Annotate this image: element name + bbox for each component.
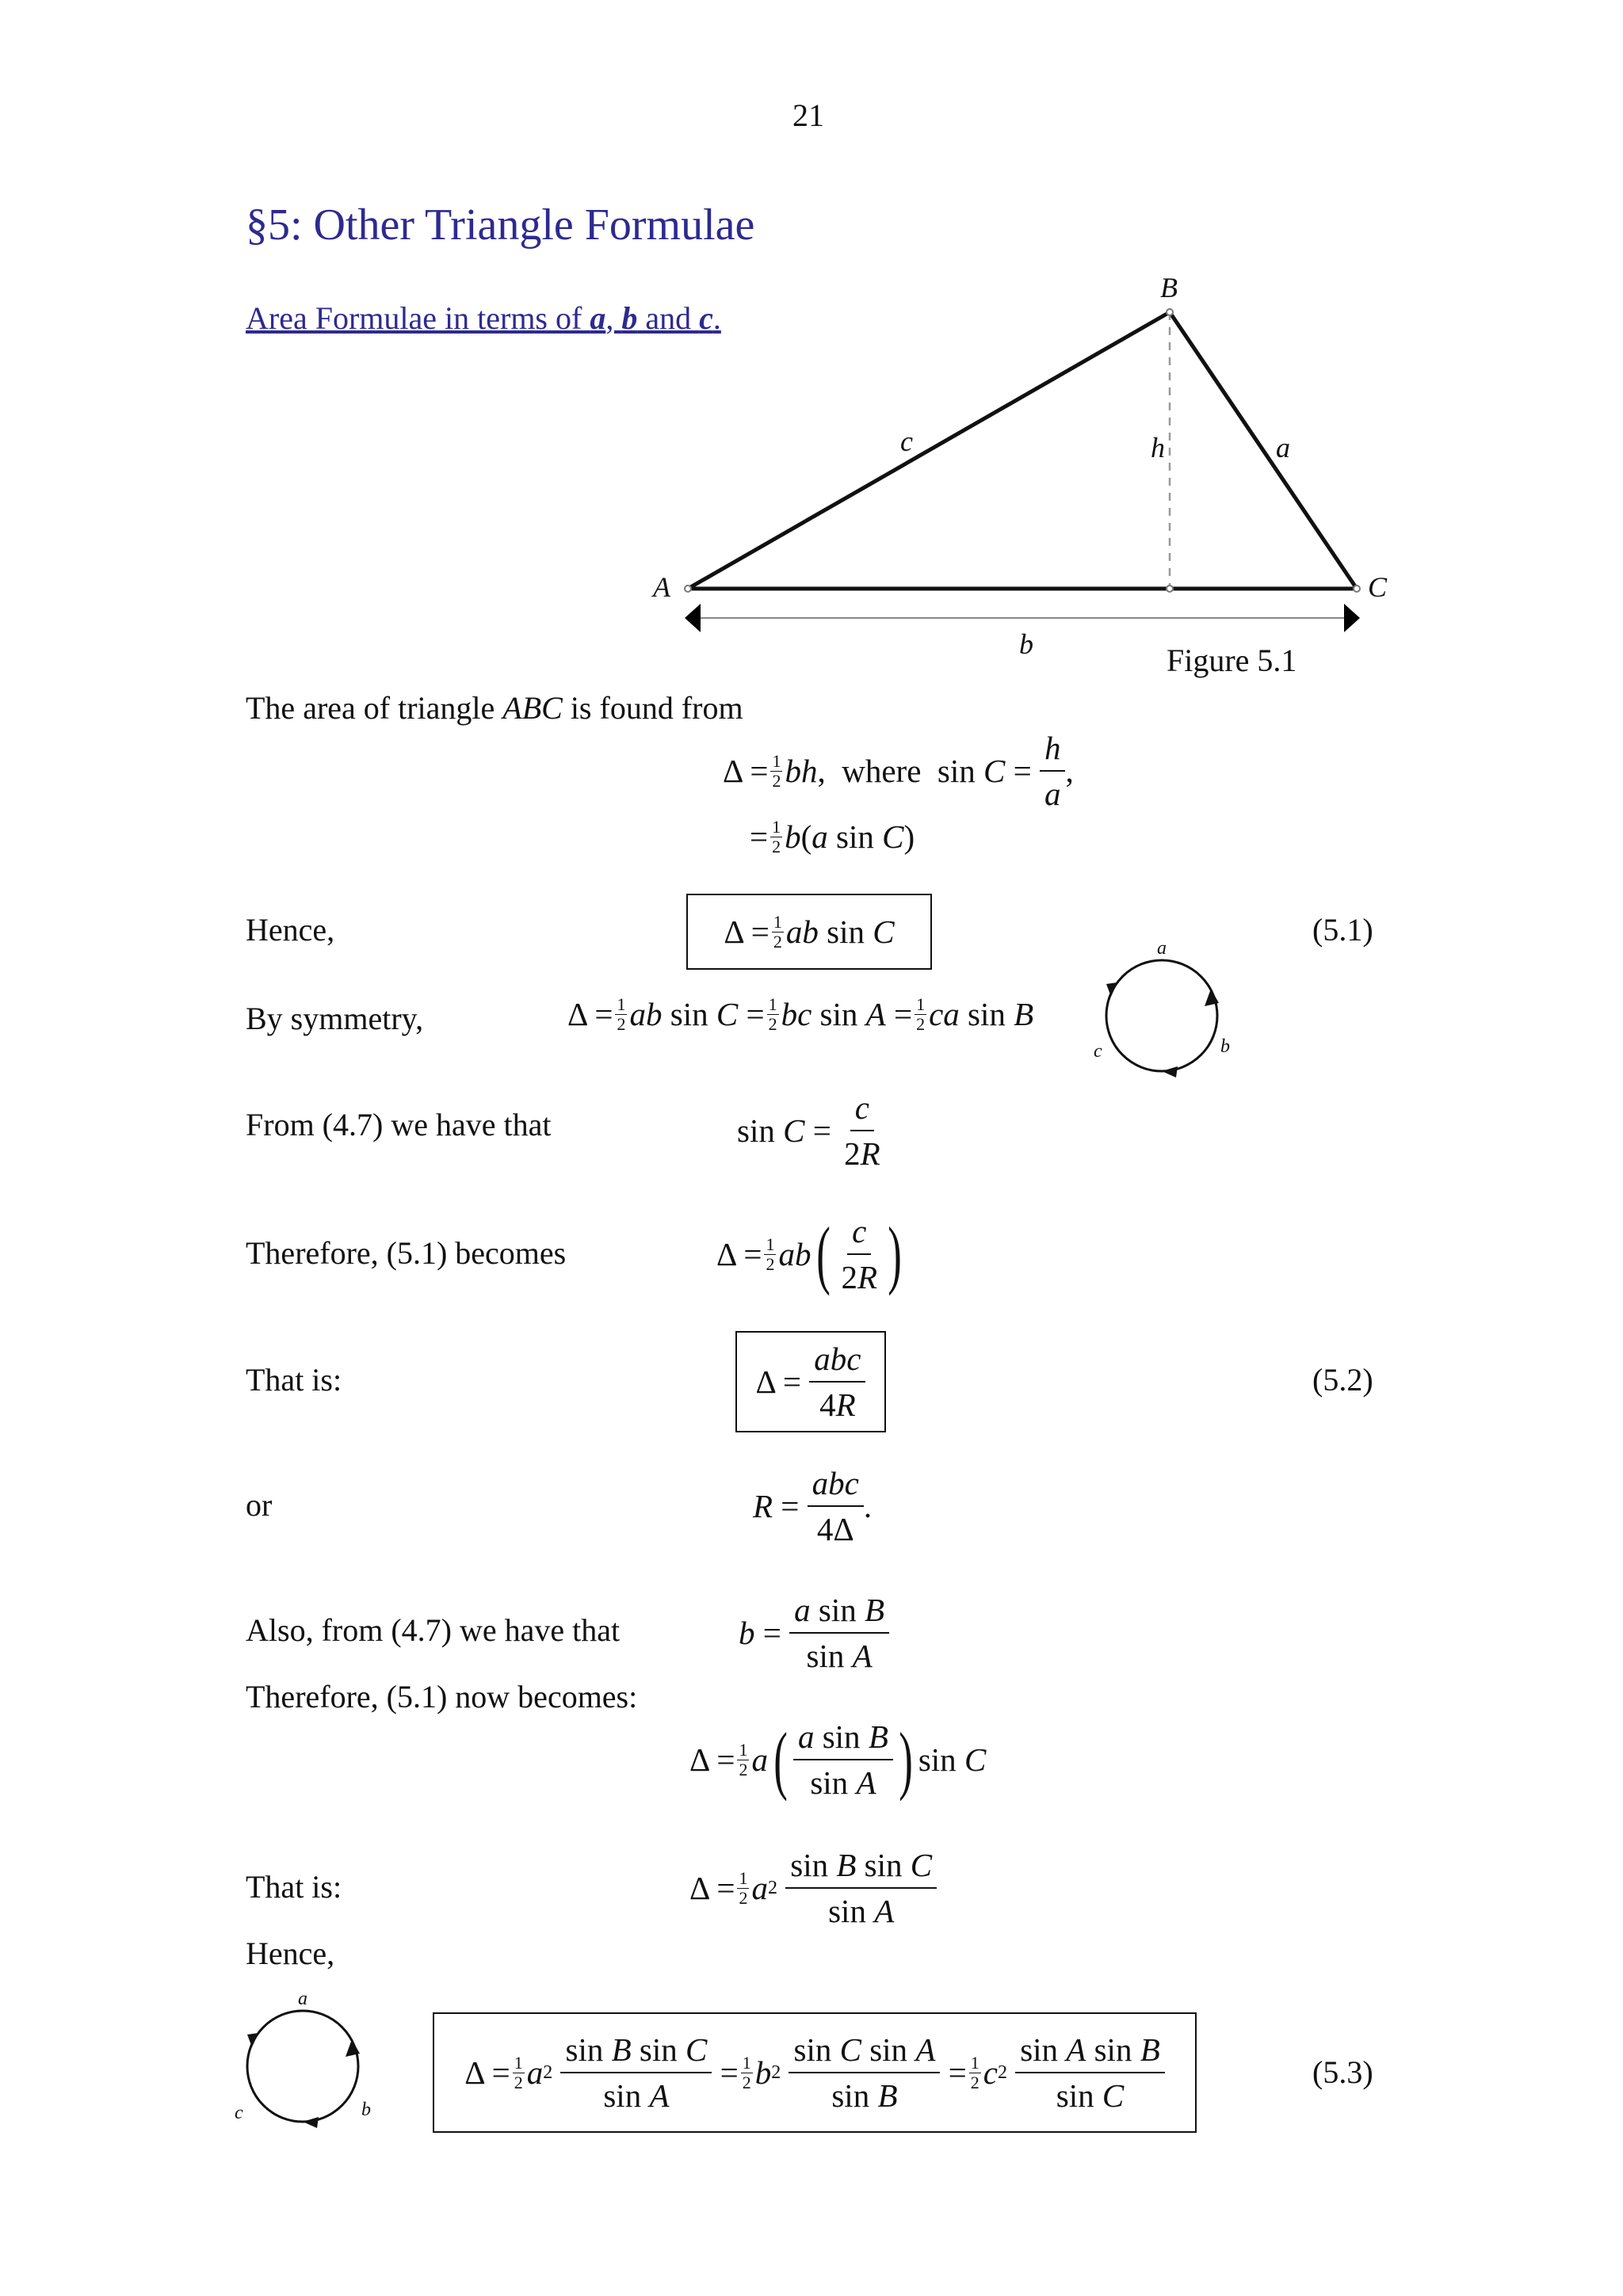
therefore-5-1-label: Therefore, (5.1) becomes	[246, 1235, 567, 1271]
cycle2-label-a: a	[298, 1989, 307, 2009]
section-title: §5: Other Triangle Formulae	[246, 200, 755, 250]
cycle2-label-b: b	[361, 2100, 371, 2120]
subsection-c: c	[699, 300, 713, 336]
intro-text	[246, 689, 743, 727]
cycle-arrow-bottom	[303, 2117, 319, 2128]
dimension-arrow-right	[1344, 604, 1360, 632]
also-from-4-7-label: Also, from (4.7) we have that	[246, 1612, 621, 1648]
equation-number-5-3: (5.3)	[1312, 2054, 1373, 2090]
symmetry-equation: Δ = $\frac{1}{2}$ ab sin C = $\frac{1}{2}$ bc sin A = $\frac{1}{2}$ ca sin B	[567, 994, 1034, 1034]
cycle2-label-c: c	[235, 2103, 243, 2123]
equation-area-bh: Δ = $\frac{1}{2}$ bh , where sin C = $\frac{h}{a}$ ,	[723, 730, 1074, 812]
side-label-a: a	[1276, 432, 1290, 463]
equation-number-5-1: (5.1)	[1312, 912, 1373, 948]
area-a-squared-equation: Δ = $\frac{1}{2}$ a 2 $\frac{\text{sin B sin C}}{\text{sin A}}$	[689, 1846, 937, 1930]
cycle-circle	[247, 2011, 358, 2122]
figure-caption: Figure 5.1	[1167, 643, 1297, 678]
subsection-sep2: and	[637, 300, 700, 336]
side-label-c: c	[900, 425, 913, 457]
side-c-line	[688, 312, 1170, 589]
vertex-a-dot	[685, 585, 691, 592]
that-is-label-2: That is:	[246, 1869, 342, 1905]
cycle-diagram-1	[1094, 951, 1236, 1077]
cycle1-label-c: c	[1094, 1041, 1102, 1062]
substituted-5-1-equation: Δ = $\frac{1}{2}$ ab ( $\frac{c}{2R}$ )	[716, 1211, 902, 1296]
equation-number-5-2: (5.2)	[1312, 1362, 1373, 1398]
side-a-line	[1170, 312, 1357, 589]
cycle-circle	[1106, 960, 1217, 1071]
intro-suffix: is found from	[562, 690, 743, 726]
sine-rule-b-equation: b = $\frac{\text{a sin B}}{\text{sin A}}$	[739, 1591, 889, 1675]
dimension-arrow-left	[685, 604, 701, 632]
boxed-equation-5-3: Δ = $\frac{1}{2}$ a 2 $\frac{\text{sin B sin C}}{\text{sin A}}$ = $\frac{1}{2}$ b 2 $\frac{\text{sin C sin A}}{\text{sin B}}$ = $\frac{1}{2}$ c 2 $\frac{\text{sin A sin B}}{\text{sin C}}$	[433, 2012, 1197, 2133]
boxed-equation-5-2: Δ = $\frac{\text{abc}}{4R}$	[735, 1331, 886, 1432]
subsection-suffix: .	[712, 300, 721, 336]
from-4-7-label: From (4.7) we have that	[246, 1107, 552, 1142]
vertex-label-c: C	[1368, 571, 1388, 603]
intro-prefix: The area of triangle	[246, 690, 503, 726]
that-is-label-1: That is:	[246, 1362, 342, 1398]
equation-area-substituted: = $\frac{1}{2}$ b ( a sin C )	[750, 816, 915, 856]
triangle-figure	[618, 261, 1411, 689]
subsection-sep1: ,	[605, 300, 622, 336]
foot-dot	[1167, 585, 1173, 592]
subsection-b: b	[621, 300, 638, 336]
hence-label-1: Hence,	[246, 912, 335, 948]
therefore-now-label: Therefore, (5.1) now becomes:	[246, 1679, 638, 1714]
cycle-diagram-2	[235, 2001, 377, 2128]
boxed-equation-5-1: Δ = $\frac{1}{2}$ ab sin C	[686, 894, 932, 970]
vertex-c-dot	[1354, 585, 1360, 592]
vertex-label-a: A	[653, 571, 670, 603]
cycle-arrow-bottom	[1162, 1066, 1178, 1077]
page-number: 21	[792, 97, 824, 133]
cycle1-label-b: b	[1220, 1036, 1230, 1057]
side-label-h: h	[1151, 432, 1165, 463]
cycle-arrow-left	[1106, 982, 1117, 997]
substituted-sine-equation: Δ = $\frac{1}{2}$ a ( $\frac{\text{a sin B}}{\text{sin A}}$ ) sin C	[689, 1717, 987, 1802]
subsection-prefix: Area Formulae in terms of	[246, 300, 590, 336]
or-label: or	[246, 1487, 273, 1523]
cycle1-label-a: a	[1157, 938, 1167, 959]
hence-label-2: Hence,	[246, 1936, 335, 1971]
sinc-equation: sin C = $\frac{c}{2R}$	[737, 1089, 880, 1172]
vertex-b-dot	[1167, 309, 1173, 315]
vertex-label-b: B	[1160, 272, 1178, 303]
circumradius-equation: R = $\frac{\text{abc}}{4\Delta}$ .	[753, 1465, 873, 1547]
intro-abc: ABC	[502, 690, 563, 726]
by-symmetry-label: By symmetry,	[246, 1001, 424, 1036]
subsection-a: a	[590, 300, 606, 336]
cycle-arrow-left	[247, 2033, 258, 2047]
side-label-b: b	[1019, 628, 1033, 660]
